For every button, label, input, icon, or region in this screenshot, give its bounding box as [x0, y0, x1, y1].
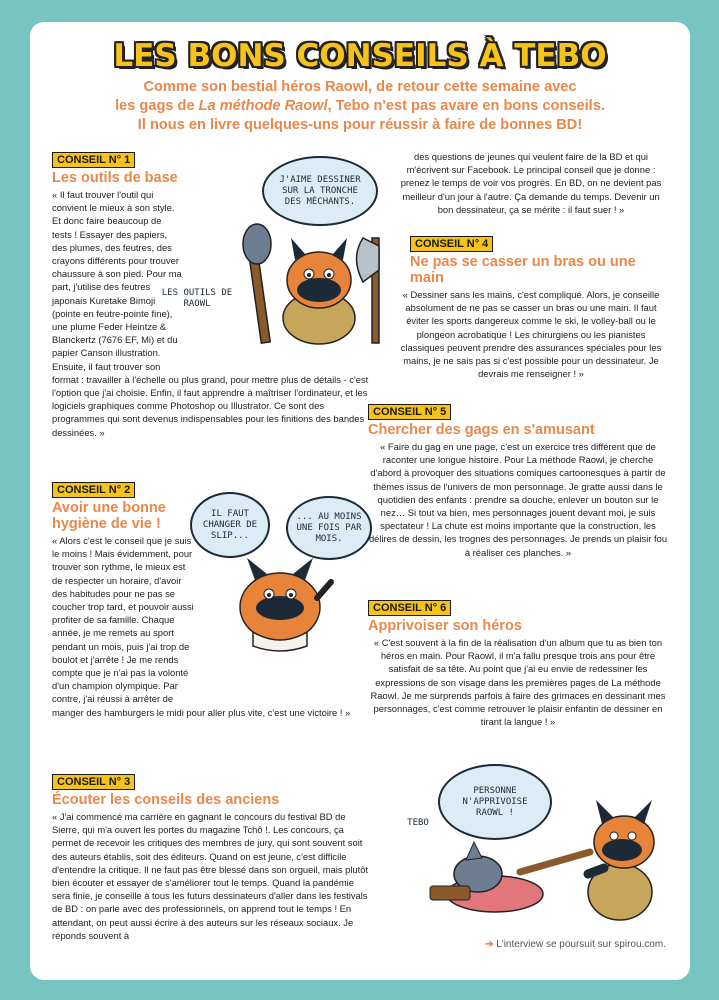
- speech-bubble-slip: [190, 492, 270, 558]
- conseil-3-continued: [396, 150, 666, 216]
- speech-bubble-mois: [286, 496, 372, 560]
- intro-line-1: Comme son bestial héros Raowl, de retour cette semaine avec: [143, 79, 577, 95]
- speech-bubble-apprivoise-text: PERSONNE N'APPRIVOISE RAOWL !: [462, 785, 528, 818]
- tebo-caption: TEBO: [407, 818, 429, 828]
- speech-bubble-dessiner: [262, 156, 378, 226]
- conseil-4: [400, 234, 666, 380]
- raowl-tools-illustration: [235, 218, 410, 348]
- speech-bubble-dessiner-text: J'AIME DESSINER SUR LA TRONCHE DES MÉCHANTS.: [279, 174, 361, 207]
- footer-note: [485, 939, 666, 950]
- conseil-5-heading: Chercher des gags en s'amusant: [368, 422, 595, 438]
- conseil-4-heading: Ne pas se casser un bras ou une main: [410, 254, 636, 286]
- conseil-1-label: CONSEIL N° 1: [52, 152, 135, 168]
- conseil-6-label: CONSEIL N° 6: [368, 600, 451, 616]
- conseil-2-label: CONSEIL N° 2: [52, 482, 135, 498]
- intro-album-title: La méthode Raowl: [198, 98, 328, 114]
- conseil-5-label: CONSEIL N° 5: [368, 404, 451, 420]
- conseil-6-text: « C'est souvent à la fin de la réalisation d'un album que tu as bien ton héros en main. Pour Raowl, il m'a fallu presque trois ans pour être satisfait de sa tête. Au point que j'ai eu envie de redessiner les expressions de son visage dans les premières pages de La méthode Raowl. Je me surprends parfois à faire des grimaces en dessinant mes personnages, c'est comme retrouver le plaisir enfantin de dessiner en tirant la langue ! »: [370, 637, 666, 728]
- intro-paragraph: [50, 78, 670, 135]
- conseil-3-text: « J'ai commencé ma carrière en gagnant le concours du festival BD de Sierre, qui m'a ouvert les portes du magazine Tchô !. Les concours, ça permet de recevoir les critiques des membres de jury, qui sont souvent soit des auteurs établis, soit des éditeurs. Quand on est jeune, c'est difficile d'entendre la critique. Il ne faut pas être blessé dans son orgueil, mais plutôt bien écouter et essayer de s'améliorer tout le temps. Quand la pandémie sera finie, je conseille à tous les futurs dessinateurs d'aller dans les festivals de BD : on parle avec des professionnels, on apprend tout le temps ! En attendant, on peut aussi écrire à des auteurs sur les réseaux sociaux. Je réponds souvent à: [52, 811, 369, 941]
- page-title: LES BONS CONSEILS À TEBO: [113, 38, 607, 74]
- speech-bubble-slip-text: IL FAUT CHANGER DE SLIP...: [202, 508, 258, 541]
- conseil-6: [368, 598, 668, 728]
- footer-link-text[interactable]: L'interview se poursuit sur spirou.com.: [496, 939, 666, 950]
- conseil-3: [52, 772, 370, 942]
- conseil-3-continued-text: des questions de jeunes qui veulent faire de la BD et qui m'écrivent sur Facebook. Le principal conseil que je donne : prenez le temps de voir vos progrès. En BD, on ne devient pas meilleur d'un jour à l'autre. Ça demande du temps. Devenir un bon dessinateur, ça se mérite : il faut suer ! »: [400, 151, 662, 215]
- conseil-2-heading: Avoir une bonne hygiène de vie !: [52, 500, 166, 532]
- conseil-3-label: CONSEIL N° 3: [52, 774, 135, 790]
- intro-line-3: Il nous en livre quelques-uns pour réussir à faire de bonnes BD!: [137, 117, 583, 133]
- raowl-tebo-illustration: [400, 782, 670, 922]
- conseil-5: [368, 402, 668, 559]
- raowl-underwear-illustration: [215, 552, 345, 662]
- conseil-1-heading: Les outils de base: [52, 170, 178, 186]
- conseil-4-text: « Dessiner sans les mains, c'est compliqué. Alors, je conseille absolument de ne pas se casser un bras ou une main. Il faut éviter les sports dangereux comme le ski, le volley-ball ou le plongeon acrobatique ! Les chirurgiens ou les pianistes classiques peuvent prendre des assurances spéciales pour les mains, je ne sais pas si c'est possible pour un dessinateur. Je devrais me renseigner ! »: [400, 289, 662, 380]
- conseil-1-body: « Il faut trouver l'outil qui convient le mieux à son style. Et donc faire beaucoup de tests ! Essayer des papiers, des plumes, des feutres, des crayons différents pour trouver chaussure à son pied. Pour ma part, j'utilise des feutres japonais Kuretake Bimoji (pointe en feutre-pointe fine), une plume Feder Heintze & Blanckertz (7676 EF, Mi) et du papier Canson illustration. Ensuite, il faut trouver son format : travailler à l'échelle ou plus grand, pour mettre plus de détails - c'est l'option que j'ai choisie. Enfin, il faut apprendre à maîtriser l'ordinateur, et les logiciels graphiques comme Photoshop ou Illustrator. Ce sont des programmes qui sont devenus indispensables pour les finitions des bandes dessinées. »: [52, 189, 369, 438]
- conseil-2-body: « Alors c'est le conseil que je suis le moins ! Mais évidemment, pour trouver son rythme, le mieux est de respecter un horaire, d'avoir des habitudes pour ne pas se coucher trop tard, et pouvoir aussi profiter de sa famille. Chaque année, je me remets au sport pendant un mois, puis j'ai trop de boulot et j'arrête ! Je me rends compte que je n'ai pas la volonté d'un champion olympique. Par contre, j'ai réussi à arrêter de manger des hamburgers le midi pour aller plus vite, c'est une victoire ! »: [52, 535, 351, 718]
- conseil-4-label: CONSEIL N° 4: [410, 236, 493, 252]
- arrow-right-icon: ➜: [485, 939, 494, 950]
- conseil-5-text: « Faire du gag en une page, c'est un exercice très différent que de raconter une longue histoire. Pour La méthode Raowl, je cherche d'abord à provoquer des situations comiques cartoonesques à partir de thèmes issus de l'univers de mon personnage. Je gratte aussi dans le quotidien des enfants : prendre sa douche, enlever un bouton sur le nez… Si tout va bien, mes personnages jouent devant moi, je suis spectateur ! La chute est moins importante que la construction, les délires de dessin, les trognes des personnages. Je prends un plaisir fou à réaliser ces planches. »: [368, 441, 668, 558]
- article-page: [30, 22, 690, 980]
- conseil-6-heading: Apprivoiser son héros: [368, 618, 522, 634]
- intro-line-2: [50, 97, 670, 116]
- intro-line-2-end: , Tebo n'est pas avare en bons conseils.: [327, 98, 605, 114]
- conseil-3-heading: Écouter les conseils des anciens: [52, 792, 280, 808]
- intro-line-2-start: les gags de: [115, 98, 199, 114]
- tools-caption: LES OUTILS DE RAOWL: [161, 288, 233, 309]
- speech-bubble-mois-text: ... AU MOINS UNE FOIS PAR MOIS.: [296, 511, 362, 544]
